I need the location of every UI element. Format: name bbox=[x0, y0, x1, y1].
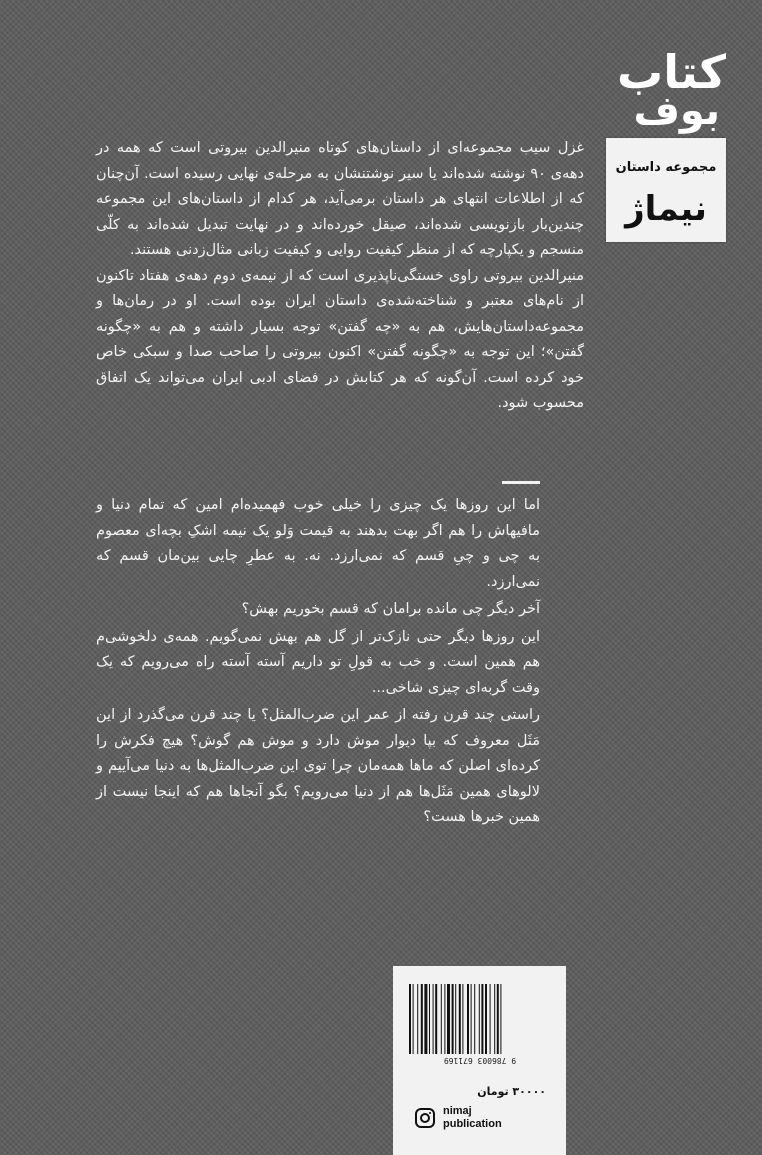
barcode-bar bbox=[413, 984, 414, 1054]
synopsis-paragraph-2: منیرالدین بیروتی راوی خستگی‌ناپذیری است که از نیمه‌ی دوم دهه‌ی هفتاد تاکنون از نام‌های معتبر و شناخته‌شده‌ی داستان ایران بوده است. او در رمان‌ها و مجموعه‌داستان‌هایش، هم به «چه گفتن» توجه بسیار داشته و هم به «چگونه گفتن»؛ این توجه به «چگونه گفتن» اکنون بیروتی را صاحب صدا و سبکی خاص خود کرده است. آن‌گونه که هر کتابش در فضای ادبی ایران می‌تواند یک اتفاق محسوب شود. bbox=[96, 267, 584, 411]
barcode-bar bbox=[435, 984, 437, 1054]
barcode-bar bbox=[421, 984, 423, 1054]
barcode-bar bbox=[479, 984, 480, 1054]
excerpt-paragraph-4: راستی چند قرن رفته از عمر این ضرب‌المثل؟ یا چند قرن می‌گذرد از این مَثَل معروف که بپا دیوار موش دارد و موش هم گوش؟ هیچ فکرش را کرده‌ای اصلن که ماها همه‌مان چرا توی این ضرب‌المثل‌ها به دنیا می‌آییم و لالوهای همین مَثَل‌ها هم از دنیا می‌رویم؟ بگو آنجاها هم که اینجا نیست از همین خبرها هست؟ bbox=[96, 707, 540, 825]
barcode-bar bbox=[424, 984, 427, 1054]
publisher-name-line-2: publication bbox=[443, 1118, 502, 1130]
series-badge bbox=[606, 138, 726, 242]
barcode-bar bbox=[447, 984, 450, 1054]
barcode-graphic bbox=[407, 984, 553, 1054]
nimaj-logo: نیماژ bbox=[625, 189, 707, 229]
barcode-bar bbox=[409, 984, 411, 1054]
barcode-bar bbox=[462, 984, 463, 1054]
price-label: ۳۰۰۰۰ تومان bbox=[477, 1085, 546, 1098]
barcode-bar bbox=[441, 984, 442, 1054]
publisher-logo-boof bbox=[616, 45, 726, 135]
barcode-bar bbox=[471, 984, 472, 1054]
section-divider bbox=[502, 481, 540, 484]
barcode-panel bbox=[393, 966, 566, 1155]
barcode-bar bbox=[417, 984, 418, 1054]
publisher-name-line-1: nimaj bbox=[443, 1105, 472, 1117]
series-label: مجموعه داستان bbox=[615, 160, 717, 175]
barcode-bar bbox=[481, 984, 483, 1054]
instagram-icon bbox=[415, 1108, 435, 1128]
barcode-bar bbox=[444, 984, 445, 1054]
barcode-bar bbox=[494, 984, 495, 1054]
barcode-bar bbox=[452, 984, 454, 1054]
barcode-digits: 9 786003 671169 bbox=[443, 1056, 517, 1065]
logo-line-2: بوف bbox=[633, 88, 720, 135]
barcode-bar bbox=[500, 984, 501, 1054]
synopsis-paragraph-1: غزل سیب مجموعه‌ای از داستان‌های کوتاه منیرالدین بیروتی است که همه در دهه‌ی ۹۰ نوشته شده‌اند یا سیر نوشتنشان به مرحله‌ی نهایی رسیده است. آن‌چنان که از اطلاعات انتهای هر داستان برمی‌آید، هر کدام از داستان‌های این مجموعه چندین‌بار بازنویسی شده‌اند، صیقل خورده‌اند و در نهایت تبدیل شده‌اند به کلّی منسجم و یکپارچه که از منظر کیفیت روایی و کیفیت زبانی مثال‌زدنی هستند. bbox=[96, 140, 584, 258]
excerpt-paragraph-2: آخر دیگر چی مانده برامان که قسم بخوریم بهش؟ bbox=[241, 601, 540, 617]
barcode-bar bbox=[497, 984, 499, 1054]
barcode-bar bbox=[459, 984, 461, 1054]
barcode-bar bbox=[474, 984, 475, 1054]
barcode-bar bbox=[467, 984, 469, 1054]
logo-line-1: کتاب bbox=[616, 45, 726, 99]
synopsis-text bbox=[96, 136, 584, 417]
publisher-name bbox=[443, 1105, 502, 1131]
excerpt-paragraph-1: اما این روزها یک چیزی را خیلی خوب فهمیده‌ام امین که تمام دنیا و مافیهاش را هم اگر بهت بدهند به قیمت وَلو یک نیمه اشکِ بچه‌ای معصوم به چی و چیِ قسم که نمی‌ارزد. نه. به عطرِ چایی بین‌مان قسم که نمی‌ارزد. bbox=[96, 497, 540, 590]
barcode-bar bbox=[455, 984, 456, 1054]
excerpt-text bbox=[96, 493, 540, 833]
barcode-bar bbox=[490, 984, 491, 1054]
barcode-bar bbox=[429, 984, 430, 1054]
excerpt-paragraph-3: این روزها دیگر حتی نازک‌تر از گل هم بهش نمی‌گویم. همه‌ی دلخوشی‌م هم همین است. و خب به قولِ تو داریم آسته آسته راه می‌رویم که یک وقت گربه‌ای چیزی شاخی... bbox=[96, 628, 540, 696]
publisher-handle bbox=[415, 1105, 502, 1131]
barcode-bar bbox=[485, 984, 487, 1054]
barcode-bar bbox=[433, 984, 434, 1054]
